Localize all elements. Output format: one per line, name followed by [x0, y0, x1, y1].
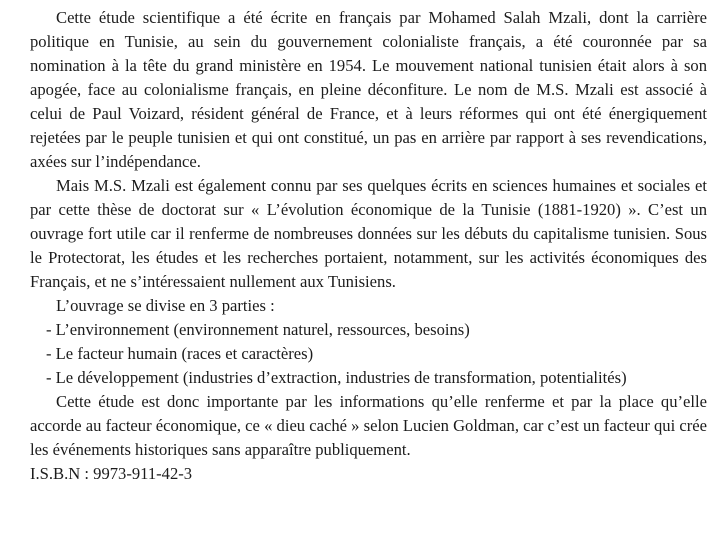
list-item: - Le développement (industries d’extraction, industries de transformation, potentialités) [46, 368, 627, 387]
parts-list [30, 318, 707, 390]
isbn-line: I.S.B.N : 9973-911-42-3 [30, 464, 193, 483]
paragraph-thesis: Mais M.S. Mzali est également connu par ses quelques écrits en sciences humaines et sociales et par cette thèse de doctorat sur « L’évolution économique de la Tunisie (1881-1920) ». C’est un ouvrage fort utile car il renferme de nombreuses données sur les débuts du capitalisme tunisien. Sous le Protectorat, les études et les recherches portaient, notamment, sur les activités économiques des Français, et ne s’intéressaient nullement aux Tunisiens. [30, 176, 707, 291]
paragraph-structure: L’ouvrage se divise en 3 parties : [56, 296, 275, 315]
list-item: - Le facteur humain (races et caractères) [46, 344, 314, 363]
paragraph-conclusion: Cette étude est donc importante par les informations qu’elle renferme et par la place qu’elle accorde au facteur économique, ce « dieu caché » selon Lucien Goldman, car c’est un facteur qui crée les événements historiques sans apparaître publiquement. [30, 392, 707, 459]
paragraph-intro: Cette étude scientifique a été écrite en français par Mohamed Salah Mzali, dont la carrière politique en Tunisie, au sein du gouvernement colonialiste français, a été couronnée par sa nomination à la tête du grand ministère en 1954. Le mouvement national tunisien était alors à son apogée, face au colonialisme français, en pleine déconfiture. Le nom de M.S. Mzali est associé à celui de Paul Voizard, résident général de France, et à leurs réformes qui ont été énergiquement rejetées par le peuple tunisien et qui ont constitué, un pas en arrière par rapport à ses revendications, axées sur l’indépendance. [30, 8, 707, 171]
list-item: - L’environnement (environnement naturel, ressources, besoins) [46, 320, 470, 339]
